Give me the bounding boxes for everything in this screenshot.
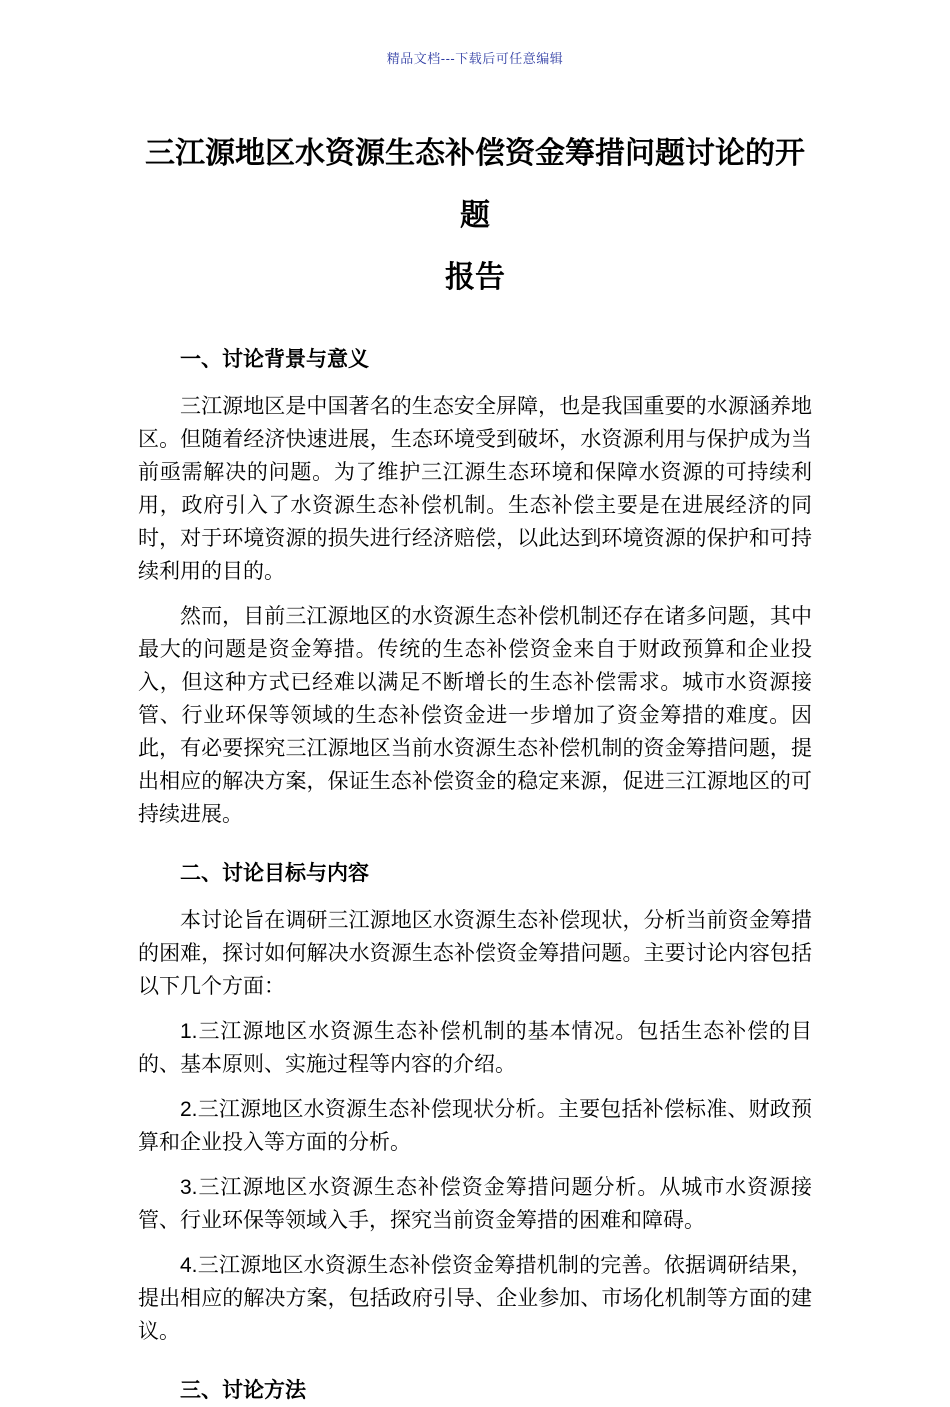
- paragraph: 三江源地区是中国著名的生态安全屏障，也是我国重要的水源涵养地区。但随着经济快速进展，生态环境受到破坏，水资源利用与保护成为当前亟需解决的问题。为了维护三江源生态环境和保障水资源的可持续利用，政府引入了水资源生态补偿机制。生态补偿主要是在进展经济的同时，对于环境资源的损失进行经济赔偿，以此达到环境资源的保护和可持续利用的目的。: [138, 395, 812, 583]
- header-watermark: 精品文档---下载后可任意编辑: [386, 51, 564, 66]
- list-item-1: 1.三江源地区水资源生态补偿机制的基本情况。包括生态补偿的目的、基本原则、实施过程等内容的介绍。: [138, 1020, 812, 1076]
- section-heading-methods: 三、讨论方法: [180, 1379, 306, 1402]
- paragraph: 然而，目前三江源地区的水资源生态补偿机制还存在诸多问题，其中最大的问题是资金筹措。传统的生态补偿资金来自于财政预算和企业投入，但这种方式已经难以满足不断增长的生态补偿需求。城市水资源接管、行业环保等领域的生态补偿资金进一步增加了资金筹措的难度。因此，有必要探究三江源地区当前水资源生态补偿机制的资金筹措问题，提出相应的解决方案，保证生态补偿资金的稳定来源，促进三江源地区的可持续进展。: [138, 605, 812, 826]
- document-title-line-1: 三江源地区水资源生态补偿资金筹措问题讨论的开题: [145, 137, 805, 232]
- section-heading-goals: 二、讨论目标与内容: [180, 862, 369, 885]
- paragraph: 本讨论旨在调研三江源地区水资源生态补偿现状，分析当前资金筹措的困难，探讨如何解决水资源生态补偿资金筹措问题。主要讨论内容包括以下几个方面：: [138, 909, 812, 998]
- list-item-3: 3.三江源地区水资源生态补偿资金筹措问题分析。从城市水资源接管、行业环保等领域入手，探究当前资金筹措的困难和障碍。: [138, 1176, 812, 1232]
- list-item-4: 4.三江源地区水资源生态补偿资金筹措机制的完善。依据调研结果，提出相应的解决方案，包括政府引导、企业参加、市场化机制等方面的建议。: [138, 1254, 812, 1343]
- list-item-2: 2.三江源地区水资源生态补偿现状分析。主要包括补偿标准、财政预算和企业投入等方面的分析。: [138, 1098, 812, 1154]
- document-body: [138, 343, 812, 1407]
- document-title-line-2: 报告: [445, 261, 505, 294]
- section-heading-background: 一、讨论背景与意义: [180, 348, 369, 371]
- document-title: [138, 123, 812, 309]
